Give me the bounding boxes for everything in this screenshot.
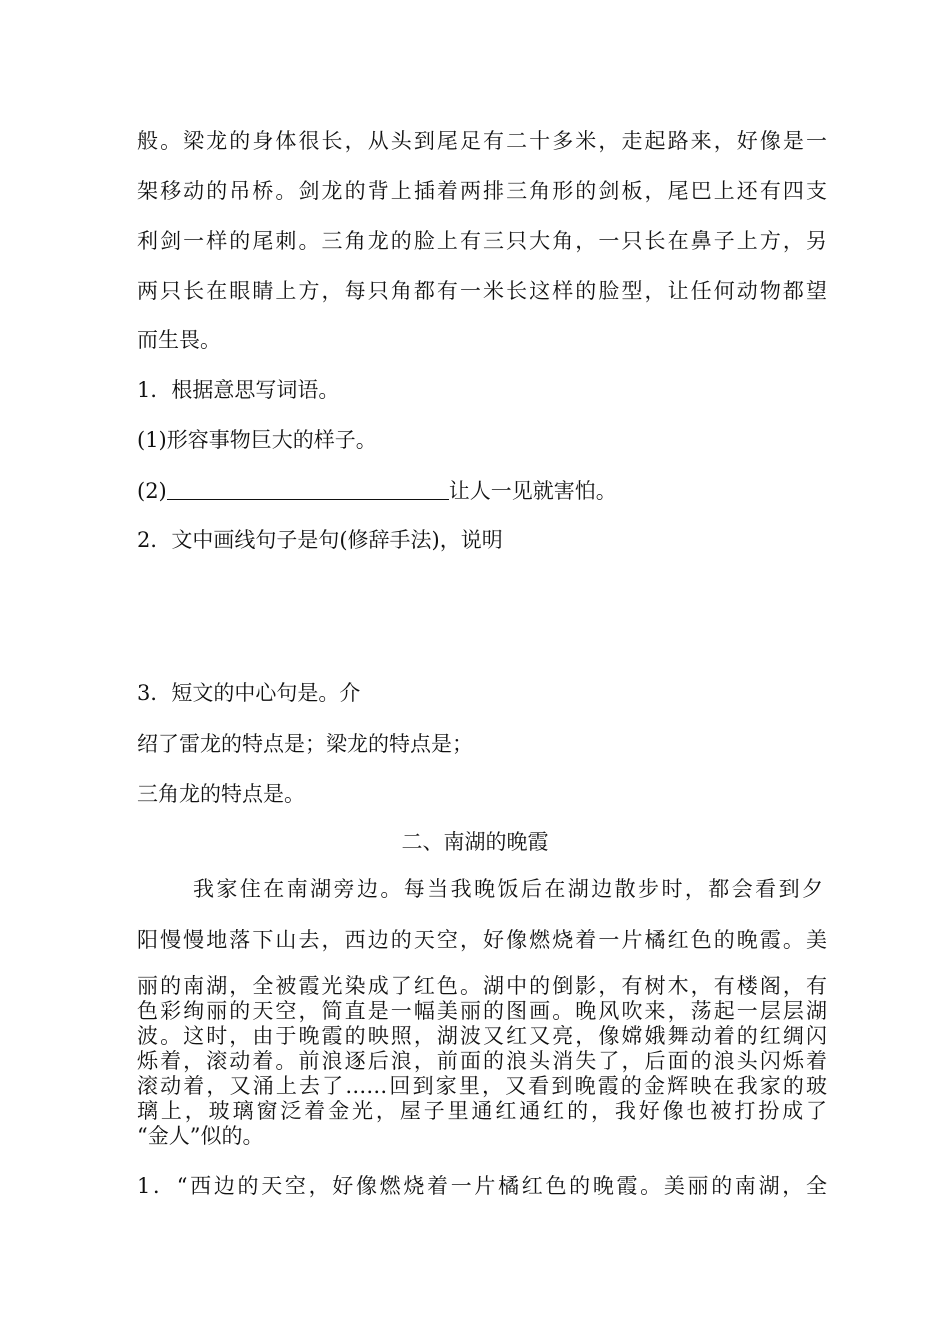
section-title: 二、南湖的晚霞 [401, 830, 549, 854]
question-1: 1．根据意思写词语。 [137, 378, 340, 402]
paragraph-line: 璃上，玻璃窗泛着金光，屋子里通红通红的，我好像也被打扮成了 [137, 1099, 827, 1123]
question-3-line: 三角龙的特点是。 [137, 782, 305, 806]
passage1-line: 两只长在眼睛上方，每只角都有一米长这样的脸型，让任何动物都望 [137, 279, 827, 303]
question-3-line: 3．短文的中心句是。介 [137, 681, 361, 705]
answer-blank[interactable] [167, 477, 449, 500]
question-3-line: 绍了雷龙的特点是；梁龙的特点是； [137, 732, 473, 756]
passage1-line: 利剑一样的尾刺。三角龙的脸上有三只大角，一只长在鼻子上方，另 [137, 229, 827, 253]
paragraph-line: 丽的南湖，全被霞光染成了红色。湖中的倒影，有树木，有楼阁，有 [137, 974, 827, 998]
paragraph-line: 滚动着，又涌上去了……回到家里，又看到晚霞的金辉映在我家的玻 [137, 1074, 827, 1098]
passage1-line: 般。梁龙的身体很长，从头到尾足有二十多米，走起路来，好像是一 [137, 129, 827, 153]
paragraph-line: 我家住在南湖旁边。每当我晚饭后在湖边散步时，都会看到夕 [193, 877, 823, 901]
question-2: 2．文中画线句子是句(修辞手法)，说明 [137, 528, 503, 552]
passage1-line: 而生畏。 [137, 328, 221, 352]
question-1-2-suffix: 让人一见就害怕。 [448, 479, 617, 503]
passage1-line: 架移动的吊桥。剑龙的背上插着两排三角形的剑板，尾巴上还有四支 [137, 179, 827, 203]
question-1-2 [137, 476, 827, 506]
paragraph-line: 色彩绚丽的天空，简直是一幅美丽的图画。晚风吹来，荡起一层层湖 [137, 999, 827, 1023]
section2-question-1: 1．“西边的天空，好像燃烧着一片橘红色的晚霞。美丽的南湖，全 [137, 1174, 827, 1198]
paragraph-line: 波。这时，由于晚霞的映照，湖波又红又亮，像嫦娥舞动着的红绸闪 [137, 1024, 827, 1048]
question-1-1: (1)形容事物巨大的样子。 [137, 428, 377, 452]
paragraph-line: 阳慢慢地落下山去，西边的天空，好像燃烧着一片橘红色的晚霞。美 [137, 928, 827, 952]
question-1-2-prefix: (2) [137, 479, 167, 503]
paragraph-line: “金人”似的。 [137, 1124, 264, 1148]
paragraph-line: 烁着，滚动着。前浪逐后浪，前面的浪头消失了，后面的浪头闪烁着 [137, 1049, 827, 1073]
